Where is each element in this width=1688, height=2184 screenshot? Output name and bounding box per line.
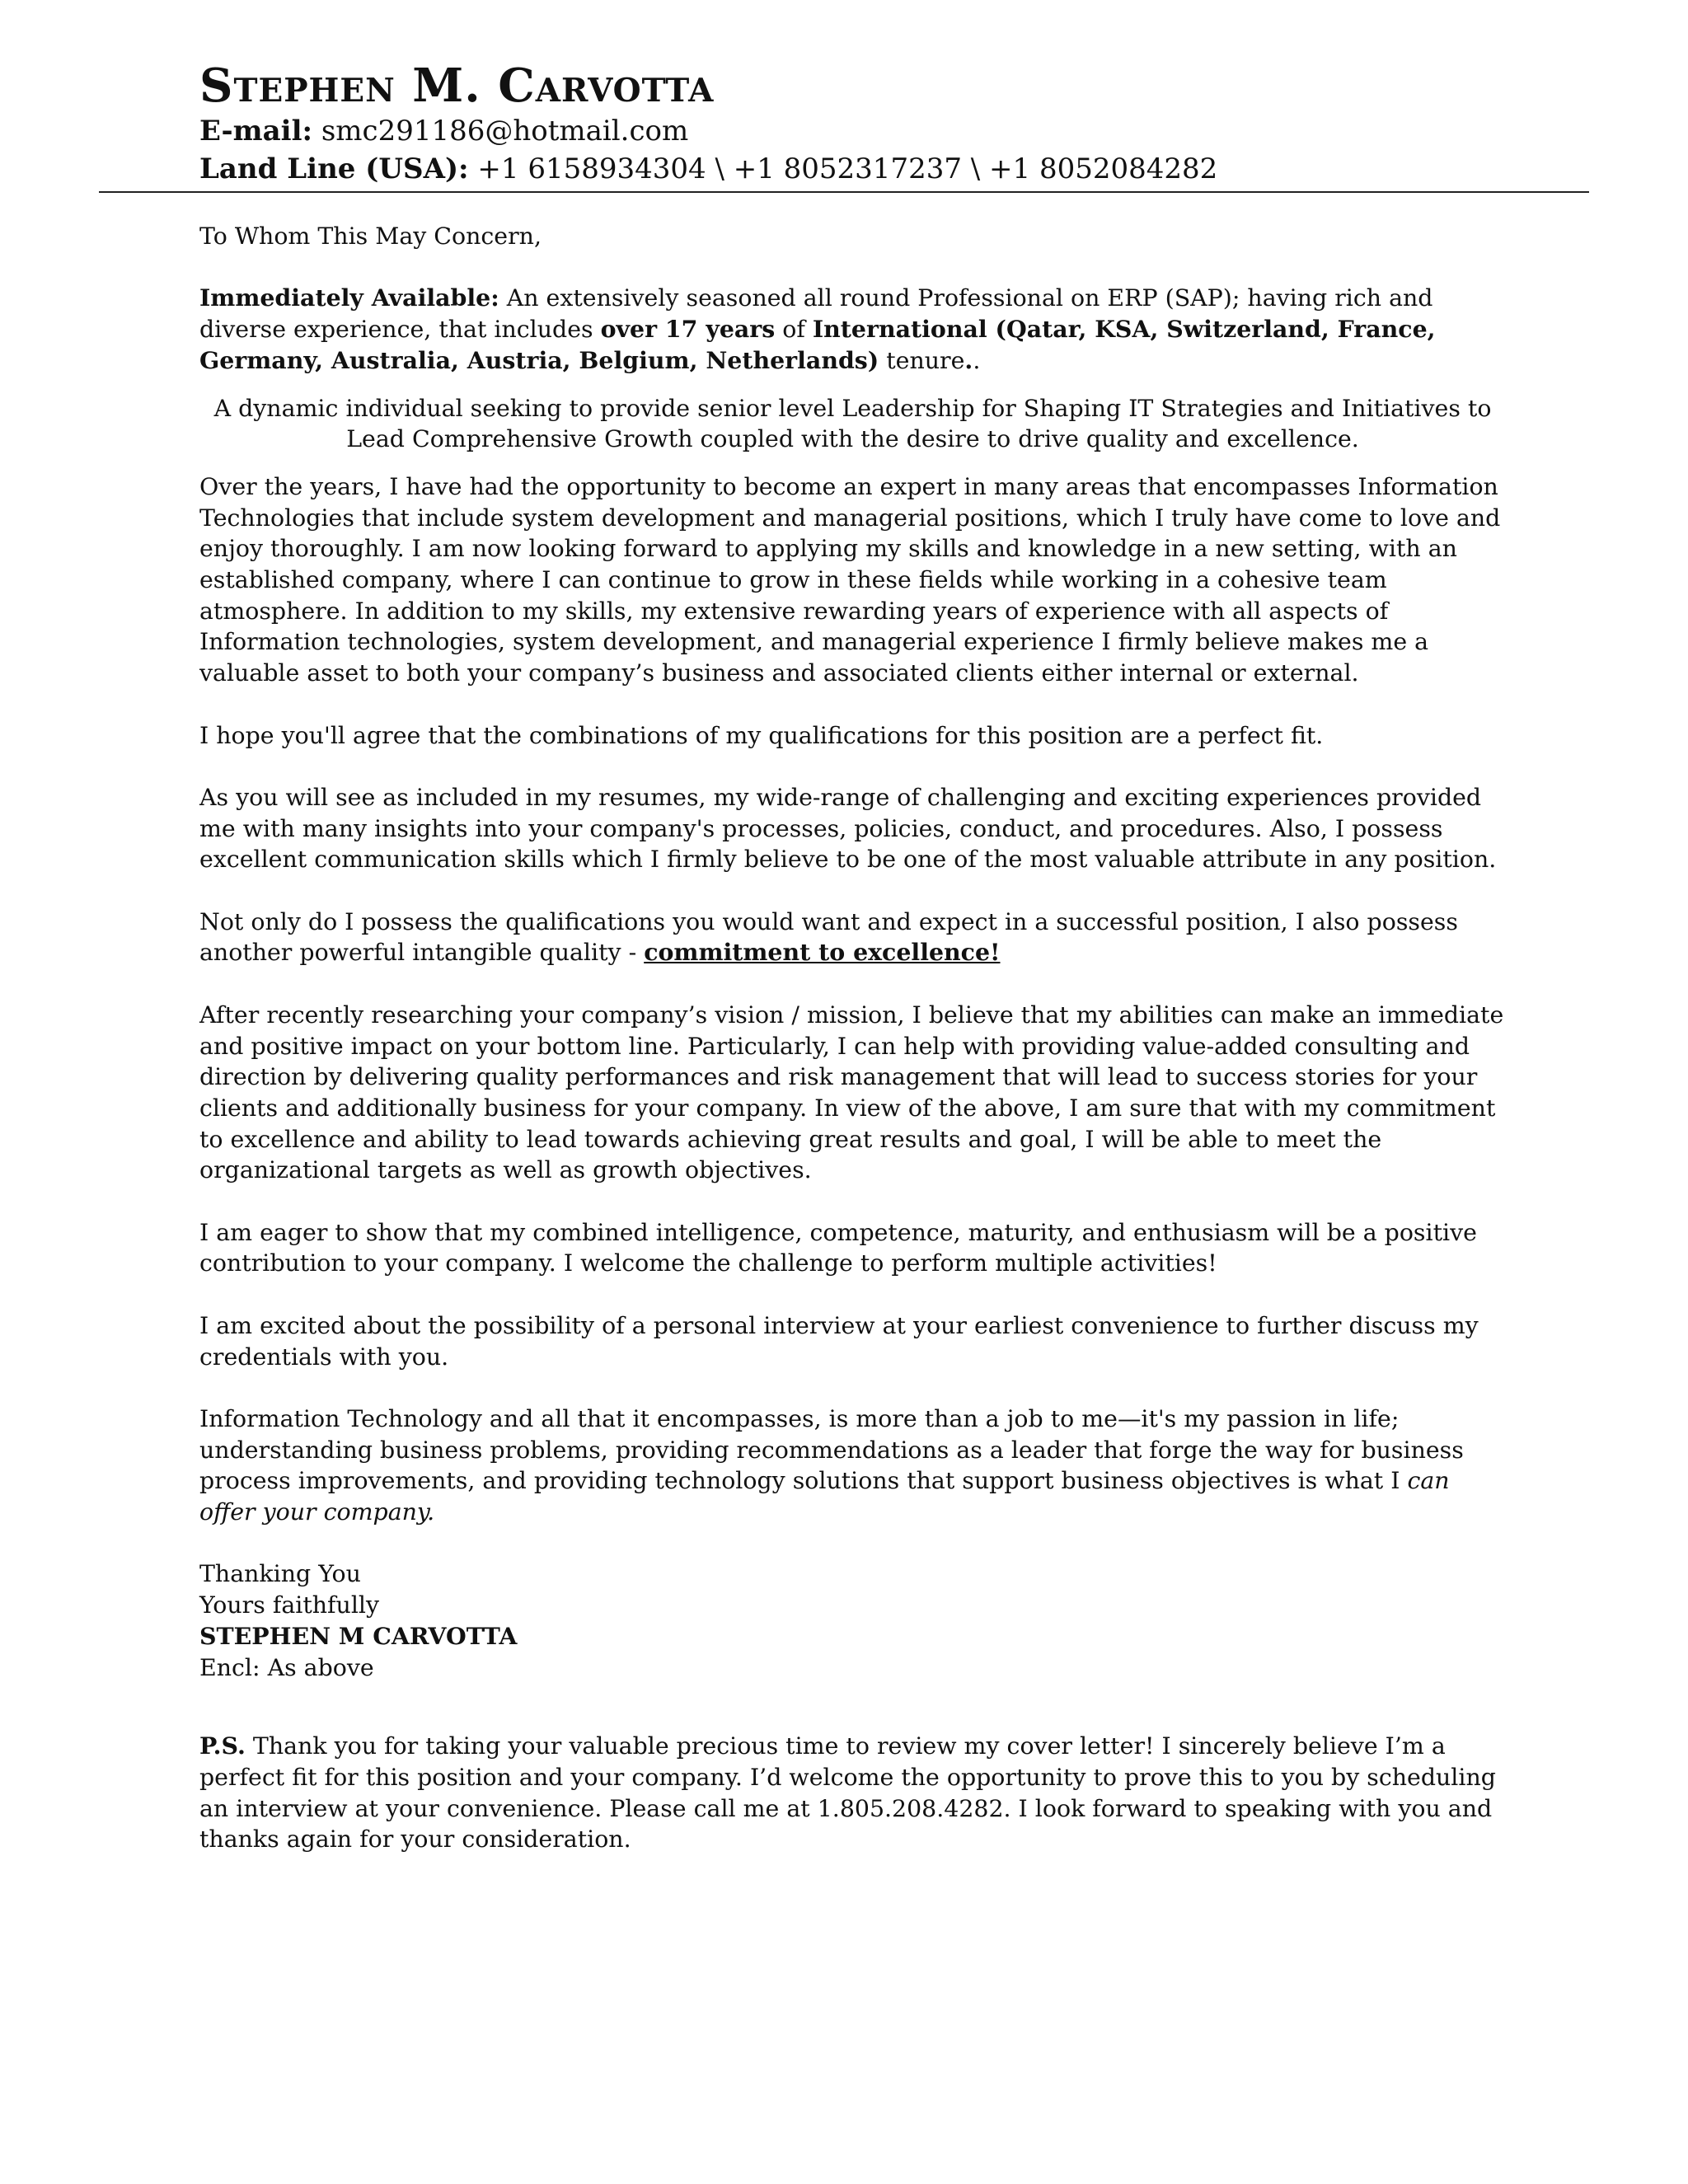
sender-name: Stephen M. Carvotta	[199, 59, 715, 113]
closing-thanks: Thanking You	[199, 1560, 361, 1588]
availability-label: Immediately Available:	[199, 284, 499, 312]
intro-paragraph	[199, 283, 1506, 376]
letter-body	[199, 221, 1506, 1886]
postscript	[199, 1731, 1506, 1855]
closing-spacer	[199, 1683, 1506, 1731]
ps-label: P.S.	[199, 1732, 246, 1760]
intro-years: over 17 years	[600, 315, 776, 344]
intro-text-4: .	[973, 346, 981, 374]
intro-dot: .	[964, 345, 973, 374]
intro-text-2: of	[775, 316, 813, 344]
letterhead	[199, 59, 1503, 188]
qualities-text: Not only do I possess the qualifications you would want and expect in a successful position, I also possess another powerful intangible quality -	[199, 907, 1458, 967]
paragraph-qualities	[199, 907, 1506, 968]
phone-line	[199, 150, 1503, 188]
intro-text-3: tenure	[879, 346, 965, 374]
closing-block	[199, 1558, 1506, 1683]
email-value: smc291186@hotmail.com	[321, 115, 689, 148]
closing-yours: Yours faithfully	[199, 1591, 380, 1619]
phone-value: +1 6158934304 \ +1 8052317237 \ +1 8052084282	[477, 152, 1218, 185]
enclosure-note: Encl: As above	[199, 1653, 374, 1681]
paragraph-interview: I am excited about the possibility of a personal interview at your earliest convenience to further discuss my credentials with you.	[199, 1311, 1479, 1371]
ps-text: Thank you for taking your valuable precious time to review my cover letter! I sincerely believe I’m a perfect fit for this position and your company. I’d welcome the opportunity to prove this to you by scheduling an interview at your convenience. Please call me at 1.805.208.4282. I look forward to speaking with you and thanks again for your consideration.	[199, 1732, 1496, 1854]
paragraph-eager: I am eager to show that my combined intelligence, competence, maturity, and enthusiasm will be a positive contribution to your company. I welcome the challenge to perform multiple activities!	[199, 1218, 1477, 1277]
paragraph-resume: As you will see as included in my resumes, my wide-range of challenging and exciting experiences provided me with many insights into your company's processes, policies, conduct, and procedures. Also, I possess excellent communication skills which I firmly believe to be one of the most valuable attribute in any position.	[199, 783, 1497, 874]
paragraph-experience: Over the years, I have had the opportunity to become an expert in many areas that encompasses Information Technologies that include system development and managerial positions, which I truly have come to love and enjoy thoroughly. I am now looking forward to applying my skills and knowledge in a new setting, with an established company, where I can continue to grow in these fields while working in a cohesive team atmosphere. In addition to my skills, my extensive rewarding years of experience with all aspects of Information technologies, system development, and managerial experience I firmly believe makes me a valuable asset to both your company’s business and associated clients either internal or external.	[199, 472, 1501, 687]
objective-statement: A dynamic individual seeking to provide senior level Leadership for Shaping IT Strategies and Initiatives to Lead Comprehensive Growth coupled with the desire to drive quality and excellence.	[213, 394, 1492, 453]
salutation: To Whom This May Concern,	[199, 223, 542, 250]
paragraph-fit: I hope you'll agree that the combinations of my qualifications for this position are a perfect fit.	[199, 721, 1324, 749]
passion-text: Information Technology and all that it encompasses, is more than a job to me—it's my passion in life; understanding business problems, providing recommendations as a leader that forge the way for business process improvements, and providing technology solutions that support business objectives is what I	[199, 1404, 1464, 1495]
intro-text-1: An extensively seasoned all round Professional on ERP (SAP); having rich and diverse experience, that includes	[199, 284, 1433, 344]
header-divider	[99, 191, 1589, 193]
paragraph-passion	[199, 1404, 1506, 1528]
signature-name: STEPHEN M CARVOTTA	[199, 1621, 518, 1650]
paragraph-research: After recently researching your company’s vision / mission, I believe that my abilities can make an immediate and positive impact on your bottom line. Particularly, I can help with providing value-added consulting and direction by delivering quality performances and risk management that will lead to success stories for your clients and additionally business for your company. In view of the above, I am sure that with my commitment to excellence and ability to lead towards achieving great results and goal, I will be able to meet the organizational targets as well as growth objectives.	[199, 1001, 1504, 1184]
email-label: E-mail:	[199, 115, 313, 148]
email-line	[199, 112, 1503, 150]
commitment-phrase: commitment to excellence!	[644, 938, 1001, 967]
passion-italic: can offer your company.	[199, 1467, 1450, 1526]
intro-countries: International (Qatar, KSA, Switzerland, France, Germany, Australia, Austria, Belgium, Netherlands)	[199, 315, 1436, 374]
phone-label: Land Line (USA):	[199, 152, 469, 185]
